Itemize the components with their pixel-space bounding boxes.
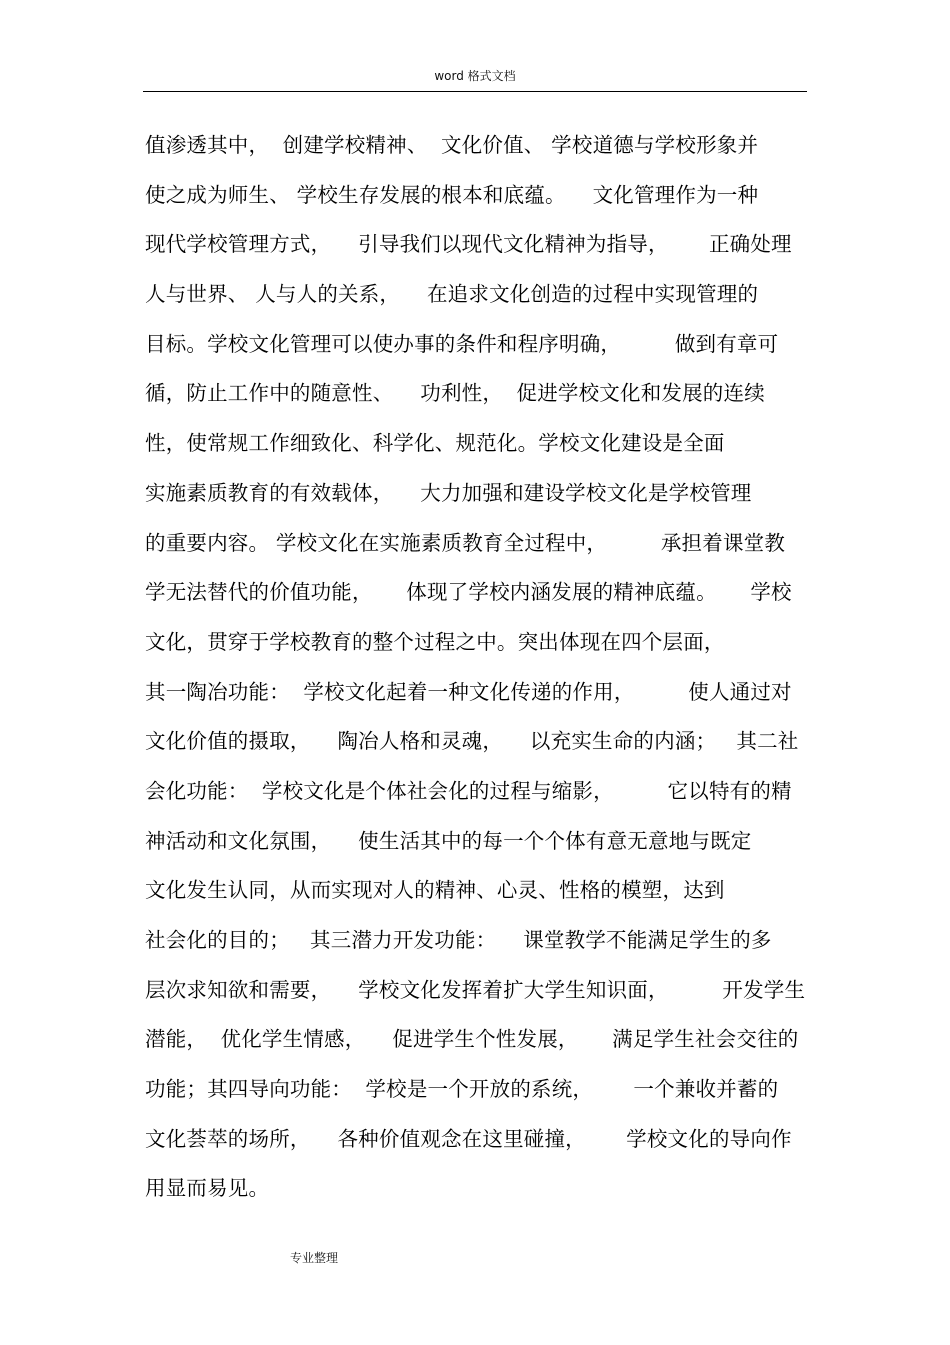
body-line: 潜能， 优化学生情感， 促进学生个性发展， 满足学生社会交往的 [145,1027,799,1052]
body-line: 的重要内容。 学校文化在实施素质教育全过程中， 承担着课堂教 [145,530,786,555]
page-footer: 专业整理 [290,1251,339,1265]
body-line: 文化，贯穿于学校教育的整个过程之中。突出体现在四个层面， [145,629,725,654]
body-line: 实施素质教育的有效载体， 大力加强和建设学校文化是学校管理 [145,480,752,505]
body-line: 循，防止工作中的随意性、 功利性， 促进学校文化和发展的连续 [145,381,765,406]
header-divider [143,91,807,92]
body-line: 值渗透其中， 创建学校精神、 文化价值、 学校道德与学校形象并 [145,133,759,157]
body-line: 现代学校管理方式， 引导我们以现代文化精神为指导， 正确处理 [145,232,792,257]
body-line: 用显而易见。 [145,1176,270,1201]
body-line: 其一陶冶功能： 学校文化起着一种文化传递的作用， 使人通过对 [145,679,792,704]
body-line: 会化功能： 学校文化是个体社会化的过程与缩影， 它以特有的精 [145,778,792,803]
body-line: 目标。学校文化管理可以使办事的条件和程序明确， 做到有章可 [145,331,779,356]
body-line: 文化荟萃的场所， 各种价值观念在这里碰撞， 学校文化的导向作 [145,1126,792,1151]
body-line: 文化发生认同，从而实现对人的精神、心灵、性格的模塑，达到 [145,878,725,903]
body-line: 功能；其四导向功能： 学校是一个开放的系统， 一个兼收并蓄的 [145,1077,779,1102]
body-line: 神活动和文化氛围， 使生活其中的每一个个体有意无意地与既定 [145,828,752,853]
body-line: 文化价值的摄取， 陶冶人格和灵魂， 以充实生命的内涵； 其二社 [145,729,799,754]
body-line: 社会化的目的； 其三潜力开发功能： 课堂教学不能满足学生的多 [145,928,772,952]
body-line: 人与世界、 人与人的关系， 在追求文化创造的过程中实现管理的 [145,282,759,307]
body-line: 使之成为师生、 学校生存发展的根本和底蕴。 文化管理作为一种 [145,182,759,207]
body-line: 学无法替代的价值功能， 体现了学校内涵发展的精神底蕴。 学校 [145,580,792,605]
body-line: 层次求知欲和需要， 学校文化发挥着扩大学生知识面， 开发学生 [145,977,806,1002]
body-line: 性，使常规工作细致化、科学化、规范化。学校文化建设是全面 [145,431,725,456]
document-body [145,121,825,1214]
page-header: word 格式文档 [434,69,516,83]
